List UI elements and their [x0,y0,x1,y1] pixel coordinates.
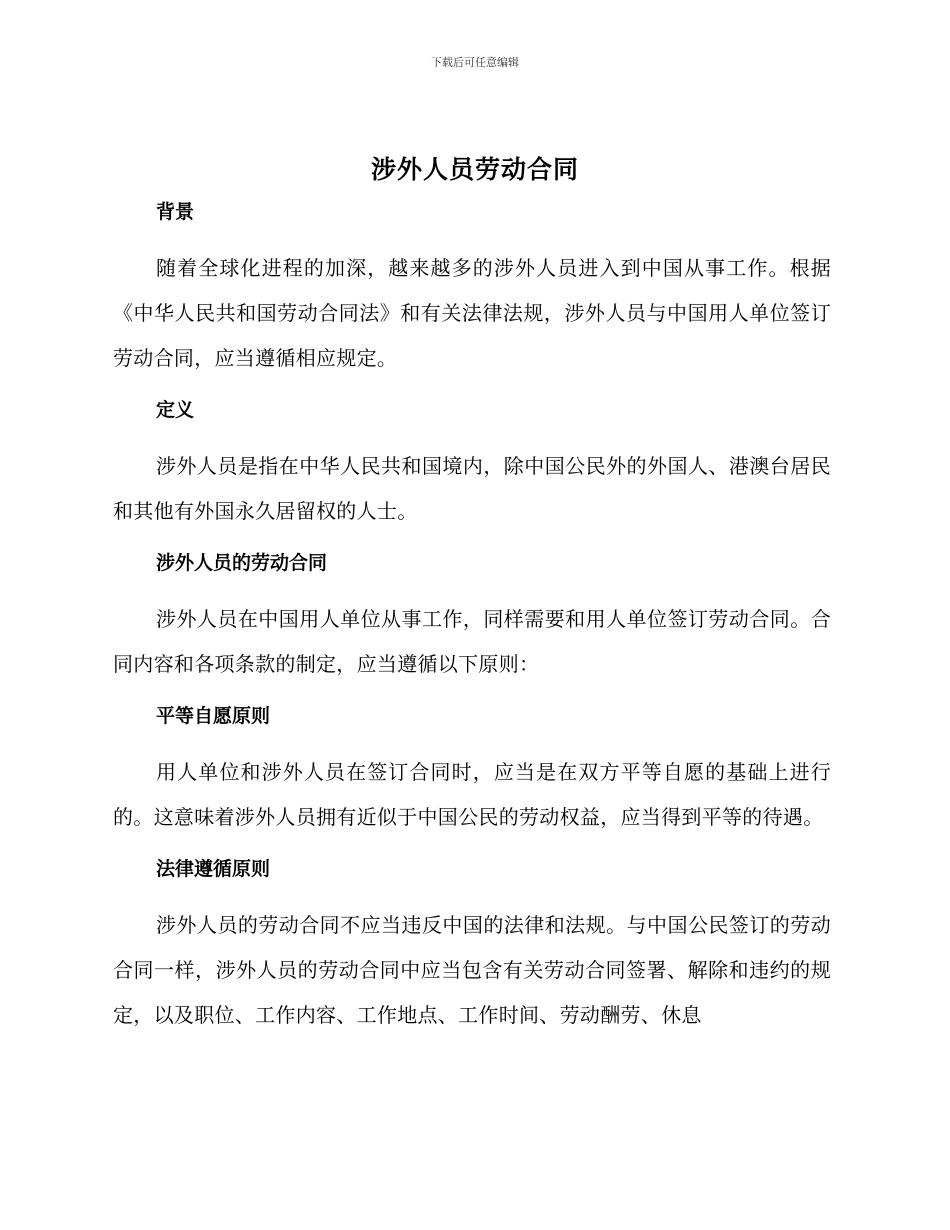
section-heading: 定义 [156,399,195,421]
section-paragraph: 涉外人员的劳动合同不应当违反中国的法律和法规。与中国公民签订的劳动合同一样，涉外人员的劳动合同中应当包含有关劳动合同签署、解除和违约的规定，以及职位、工作内容、工作地点、工作时间、劳动酬劳、休息 [113,913,831,1027]
section-equality-principle [113,700,831,840]
section-legal-principle [113,853,831,1038]
section-labor-contract [113,547,831,687]
section-heading: 法律遵循原则 [156,858,271,880]
section-background [113,196,831,381]
section-heading: 涉外人员的劳动合同 [156,552,328,574]
document-title: 涉外人员劳动合同 [370,155,579,184]
header-note: 下载后可任意编辑 [431,56,519,69]
section-definition [113,394,831,534]
section-paragraph: 涉外人员是指在中华人民共和国境内，除中国公民外的外国人、港澳台居民和其他有外国永久居留权的人士。 [113,454,831,523]
document-body [113,196,831,1038]
section-paragraph: 随着全球化进程的加深，越来越多的涉外人员进入到中国从事工作。根据《中华人民共和国劳动合同法》和有关法律法规，涉外人员与中国用人单位签订劳动合同，应当遵循相应规定。 [113,256,831,370]
section-paragraph: 用人单位和涉外人员在签订合同时，应当是在双方平等自愿的基础上进行的。这意味着涉外人员拥有近似于中国公民的劳动权益，应当得到平等的待遇。 [113,760,831,829]
section-heading: 平等自愿原则 [156,705,271,727]
section-heading: 背景 [156,201,195,223]
section-paragraph: 涉外人员在中国用人单位从事工作，同样需要和用人单位签订劳动合同。合同内容和各项条款的制定，应当遵循以下原则： [113,607,831,676]
